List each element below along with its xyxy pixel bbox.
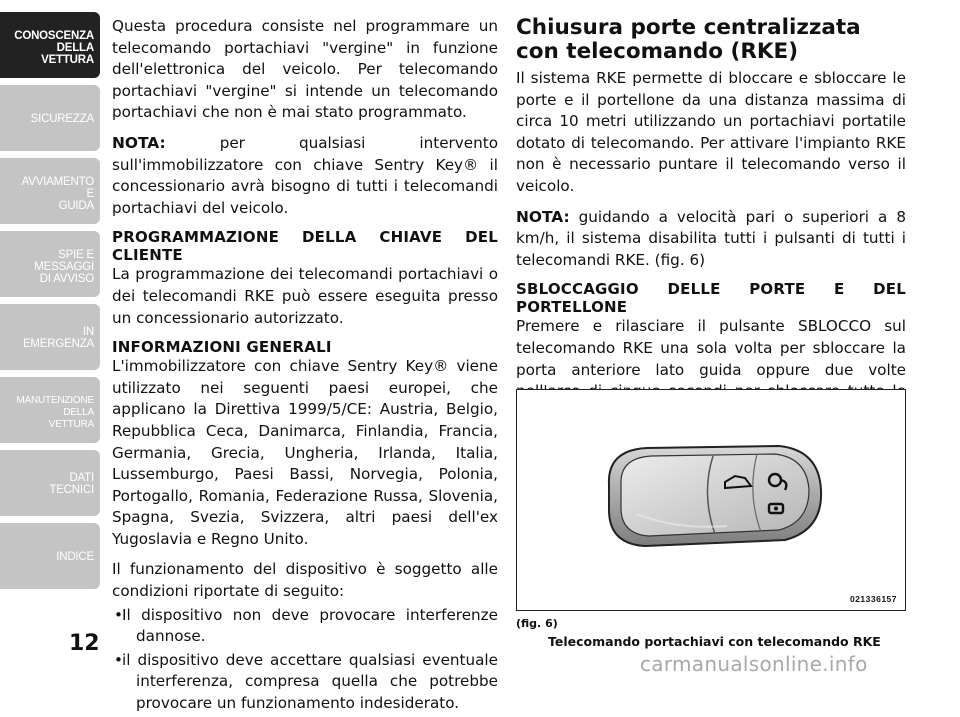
tab-label-line: SPIE E: [58, 249, 94, 261]
tab-conoscenza-della-vettura[interactable]: [0, 12, 100, 78]
conditions-list: [112, 605, 498, 715]
list-item: • Il dispositivo non deve provocare interferenze dannose.: [112, 605, 498, 648]
informazioni-paragraph: L'immobilizzatore con chiave Sentry Key® viene utilizzato nei seguenti paesi europei, che applicano la Direttiva 1999/5/CE: Austria, Belgio, Repubblica Ceca, Danimarca, Finlandia, Francia, Germania, Grecia, Ungheria, Irlanda, Italia, Lussemburgo, Paesi Bassi, Norvegia, Polonia, Portogallo, Romania, Federazione Russa, Slovenia, Spagna, Svezia, Svizzera, altri paesi dell'ex Yugoslavia e Regno Unito.: [112, 357, 498, 548]
tab-label-line: SICUREZZA: [30, 113, 94, 125]
key-fob-illustration: [517, 390, 905, 610]
key-fob-figure: [516, 389, 906, 611]
nota-label: NOTA:: [112, 133, 166, 152]
left-column: [112, 16, 498, 717]
tab-label-line: MESSAGGI: [34, 261, 94, 273]
rke-paragraph: Il sistema RKE permette di bloccare e sbloccare le porte e il portellone da una distanza massima di circa 10 metri utilizzando un portachiavi portatile dotato di telecomando. Per attivare l'impianto RKE non è necessario puntare il telecomando verso il veicolo.: [516, 69, 906, 195]
tab-label-line: AVVIAMENTO: [21, 176, 94, 188]
tab-in-emergenza[interactable]: [0, 304, 100, 370]
nota-paragraph: [516, 207, 906, 272]
sbloccaggio-paragraph: Premere e rilasciare il pulsante SBLOCCO sul telecomando RKE una sola volta per sbloccare la porta anteriore lato guida oppure due volte: [516, 317, 906, 379]
nota-paragraph: [112, 133, 498, 219]
section-heading-programmazione: PROGRAMMAZIONE DELLA CHIAVE DEL CLIENTE: [112, 228, 498, 265]
tab-label-line: E: [86, 188, 94, 200]
tab-label-line: VETTURA: [41, 54, 94, 66]
nota-text: per qualsiasi intervento sull'immobilizzatore con chiave Sentry Key® il concessionario avrà bisogno di tutti i telecomandi portachiavi del veicolo.: [112, 133, 498, 217]
tab-label-line: GUIDA: [58, 200, 94, 212]
conditions-paragraph: Il funzionamento del dispositivo è soggetto alle condizioni riportate di seguito:: [112, 560, 498, 601]
tab-avviamento-e-guida[interactable]: [0, 158, 100, 224]
tab-label-line: IN: [82, 326, 94, 338]
tab-label-line: DELLA: [56, 42, 94, 54]
tab-label-line: EMERGENZA: [22, 338, 94, 350]
tab-label-line: CONOSCENZA: [14, 30, 94, 42]
watermark: carmanualsonline.info: [640, 652, 868, 676]
tab-indice[interactable]: [0, 523, 100, 589]
nota-label: NOTA:: [516, 207, 570, 226]
section-heading-sbloccaggio: SBLOCCAGGIO DELLE PORTE E DEL PORTELLONE: [516, 280, 906, 317]
section-title-rke: Chiusura porte centralizzata con telecomando (RKE): [516, 15, 861, 64]
tab-manutenzione-della-vettura[interactable]: [0, 377, 100, 443]
tab-label-line: DATI: [69, 472, 94, 484]
tab-label-line: DI AVVISO: [39, 273, 94, 285]
tab-label-line: DELLA: [63, 407, 94, 418]
nota-text: guidando a velocità pari o superiori a 8 km/h, il sistema disabilita tutti i pulsanti di tutti i telecomandi RKE. (fig. 6): [516, 207, 906, 269]
tab-spie-e-messaggi[interactable]: [0, 231, 100, 297]
figure-number: (fig. 6): [516, 617, 558, 630]
figure-code: 021336157: [849, 594, 897, 604]
tab-label-line: VETTURA: [48, 419, 94, 430]
page-number: 12: [69, 631, 100, 656]
list-item: • il dispositivo deve accettare qualsiasi eventuale interferenza, compresa quella che potrebbe provocare un funzionamento indesiderato.: [112, 650, 498, 715]
tab-label-line: INDICE: [56, 551, 94, 563]
programmazione-paragraph: La programmazione dei telecomandi portachiavi o dei telecomandi RKE può essere eseguita presso un concessionario autorizzato.: [112, 265, 498, 327]
right-column: [516, 16, 906, 433]
figure-caption: Telecomando portachiavi con telecomando RKE: [548, 634, 881, 649]
tab-sicurezza[interactable]: [0, 85, 100, 151]
intro-paragraph: Questa procedura consiste nel programmare un telecomando portachiavi "vergine" in funzione dell'elettronica del veicolo. Per telecomando portachiavi "vergine" si intende un telecomando portachiavi che non è mai stato programmato.: [112, 17, 498, 122]
section-heading-informazioni: INFORMAZIONI GENERALI: [112, 338, 332, 357]
tab-label-line: TECNICI: [49, 484, 94, 496]
tab-label-line: MANUTENZIONE: [16, 395, 94, 406]
tab-dati-tecnici[interactable]: [0, 450, 100, 516]
